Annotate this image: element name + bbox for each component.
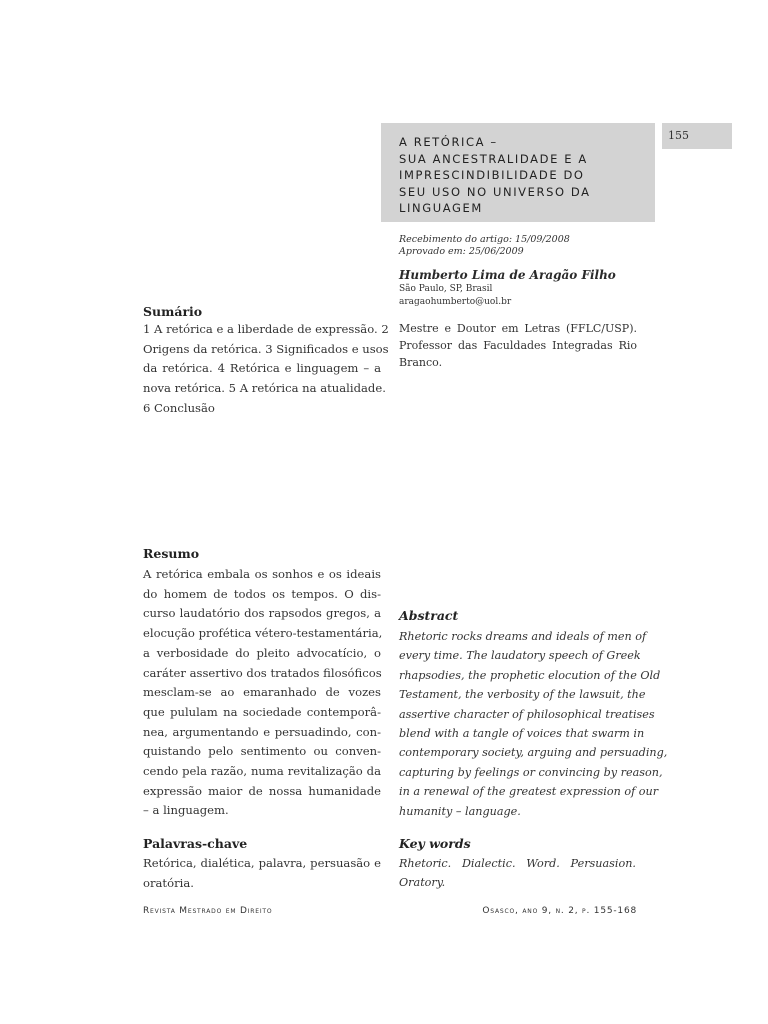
- author-bio: [399, 320, 637, 371]
- article-title-line: SUA ANCESTRALIDADE E A: [399, 151, 588, 166]
- article-title-line: LINGUAGEM: [399, 201, 483, 215]
- article-title-line: SEU USO NO UNIVERSO DA: [399, 184, 591, 199]
- abstract-text: [399, 627, 668, 821]
- abstract-line: Testament, the verbosity of the lawsuit, the: [399, 688, 646, 702]
- sumario-line: nova retórica. 5 A retórica na atualidade.: [143, 381, 386, 396]
- resumo-line: – a linguagem.: [143, 803, 229, 818]
- approved-date: Aprovado em: 25/06/2009: [399, 246, 524, 257]
- abstract-line: blend with a tangle of voices that swarm in: [399, 727, 645, 741]
- resumo-line: caráter assertivo dos tratados filosóficos: [143, 665, 382, 680]
- author-location: São Paulo, SP, Brasil: [399, 284, 493, 294]
- sumario-line: Origens da retórica. 3 Significados e usos: [143, 341, 389, 356]
- article-title-box: [381, 123, 655, 222]
- resumo-text: [143, 565, 381, 821]
- abstract-line: contemporary society, arguing and persuading,: [399, 746, 668, 760]
- resumo-line: A retórica embala os sonhos e os ideais: [143, 567, 381, 581]
- palavras-chave-line: Retórica, dialética, palavra, persuasão e: [143, 856, 381, 870]
- article-title-line: A RETÓRICA –: [399, 135, 498, 149]
- sumario-line: 6 Conclusão: [143, 400, 215, 415]
- abstract-line: in a renewal of the greatest expression of our: [399, 785, 659, 799]
- palavras-chave-heading: Palavras-chave: [143, 836, 248, 851]
- abstract-line: capturing by feelings or convincing by reason,: [399, 765, 663, 779]
- abstract-line: assertive character of philosophical treatises: [399, 707, 655, 721]
- abstract-heading: Abstract: [399, 608, 459, 623]
- resumo-line: curso laudatório dos rapsodos gregos, a: [143, 606, 381, 621]
- resumo-line: mesclam-se ao emaranhado de vozes: [143, 685, 381, 700]
- resumo-line: a verbosidade do pleito advocatício, o: [143, 645, 381, 660]
- article-title-line: IMPRESCINDIBILIDADE DO: [399, 168, 585, 182]
- resumo-line: que pululam na sociedade contemporâ-: [143, 704, 381, 719]
- sumario-line: da retórica. 4 Retórica e linguagem – a: [143, 361, 381, 376]
- key-words-line: Rhetoric. Dialectic. Word. Persuasion.: [399, 857, 636, 870]
- key-words-heading: Key words: [399, 836, 471, 851]
- author-bio-line: Branco.: [399, 356, 443, 369]
- author-name: Humberto Lima de Aragão Filho: [399, 268, 616, 282]
- resumo-line: cendo pela razão, numa revitalização da: [143, 764, 381, 779]
- palavras-chave-text: [143, 854, 381, 893]
- abstract-line: Rhetoric rocks dreams and ideals of men of: [399, 630, 647, 643]
- received-date: Recebimento do artigo: 15/09/2008: [399, 234, 570, 245]
- resumo-heading: Resumo: [143, 546, 200, 561]
- palavras-chave-line: oratória.: [143, 875, 194, 890]
- author-email: aragaohumberto@uol.br: [399, 297, 512, 307]
- issue-info-footer: Osasco, ano 9, n. 2, p. 155-168: [482, 906, 637, 916]
- abstract-line: humanity – language.: [399, 804, 521, 818]
- resumo-line: elocução profética vétero-testamentária,: [143, 626, 383, 641]
- resumo-line: nea, argumentando e persuadindo, con-: [143, 724, 381, 739]
- resumo-line: expressão maior de nossa humanidade: [143, 783, 381, 798]
- abstract-line: every time. The laudatory speech of Greek: [399, 649, 641, 663]
- resumo-line: do homem de todos os tempos. O dis-: [143, 586, 381, 601]
- key-words-line: Oratory.: [399, 876, 446, 890]
- resumo-line: quistando pelo sentimento ou conven-: [143, 744, 381, 759]
- author-bio-line: Mestre e Doutor em Letras (FFLC/USP).: [399, 322, 637, 335]
- sumario-heading: Sumário: [143, 304, 203, 319]
- key-words-text: [399, 854, 636, 893]
- page-number: 155: [662, 123, 732, 149]
- journal-name-footer: Revista Mestrado em Direito: [143, 906, 273, 916]
- abstract-line: rhapsodies, the prophetic elocution of the Old: [399, 668, 661, 682]
- sumario-text: [143, 320, 389, 419]
- author-bio-line: Professor das Faculdades Integradas Rio: [399, 339, 637, 352]
- sumario-line: 1 A retórica e a liberdade de expressão. 2: [143, 322, 389, 336]
